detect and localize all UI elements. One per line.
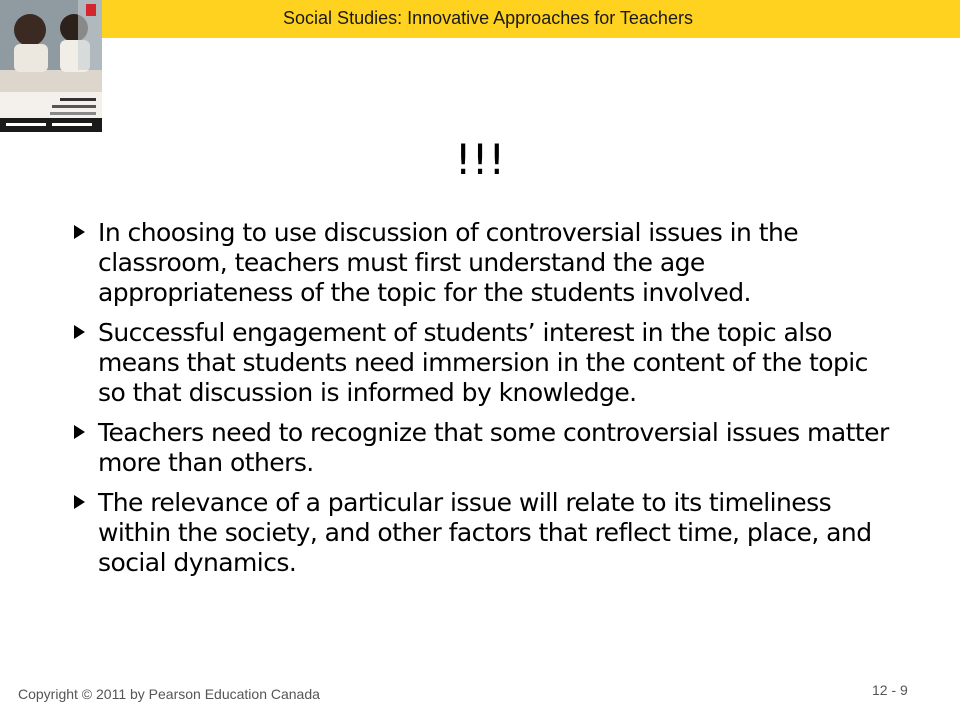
bullet-text: The relevance of a particular issue will relate to its timeliness within the society, and other factors that reflect time, place, and social dynamics. <box>98 488 872 577</box>
bullet-text: Teachers need to recognize that some controversial issues matter more than others. <box>98 418 889 477</box>
bullet-item <box>70 488 890 578</box>
bullet-item <box>70 218 890 308</box>
header-title: Social Studies: Innovative Approaches for Teachers <box>283 8 693 28</box>
bullet-item <box>70 418 890 478</box>
book-cover-image <box>0 0 102 132</box>
triangle-bullet-icon <box>74 325 85 339</box>
triangle-bullet-icon <box>74 495 85 509</box>
bullet-text: Successful engagement of students’ interest in the topic also means that students need immersion in the content of the topic so that discussion is informed by knowledge. <box>98 318 868 407</box>
slide-title: !!! <box>454 135 506 184</box>
bullet-list <box>70 218 890 588</box>
page-number: 12 - 9 <box>872 682 908 698</box>
bullet-item <box>70 318 890 408</box>
footer-copyright: Copyright © 2011 by Pearson Education Canada <box>18 686 320 702</box>
triangle-bullet-icon <box>74 425 85 439</box>
triangle-bullet-icon <box>74 225 85 239</box>
bullet-text: In choosing to use discussion of controversial issues in the classroom, teachers must first understand the age appropriateness of the topic for the students involved. <box>98 218 799 307</box>
